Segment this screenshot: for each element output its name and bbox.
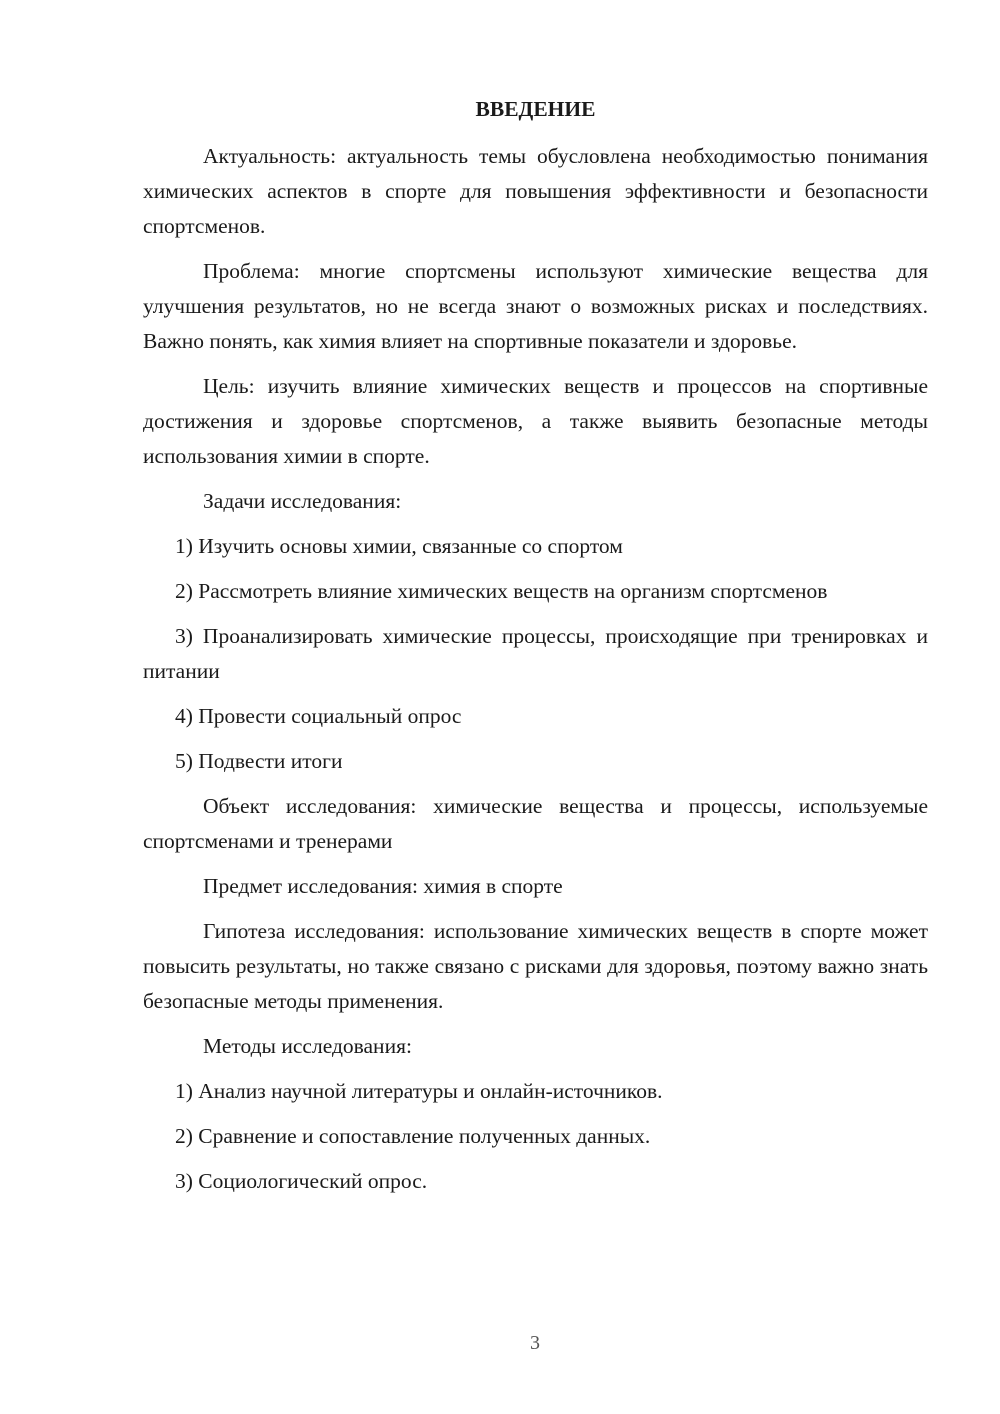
problem-paragraph: Проблема: многие спортсмены используют химические вещества для улучшения результатов, но не всегда знают о возможных рисках и последствиях. Важно понять, как химия влияет на спортивные показатели и здоровье. bbox=[143, 259, 928, 353]
task-item: 4) Провести социальный опрос bbox=[175, 704, 462, 728]
relevance-paragraph: Актуальность: актуальность темы обусловлена необходимостью понимания химических аспектов в спорте для повышения эффективности и безопасности спортсменов. bbox=[143, 144, 928, 238]
task-item: 2) Рассмотреть влияние химических веществ на организм спортсменов bbox=[175, 579, 828, 603]
page-number: 3 bbox=[530, 1332, 540, 1354]
object-paragraph: Объект исследования: химические вещества и процессы, используемые спортсменами и тренерами bbox=[143, 794, 928, 853]
tasks-heading: Задачи исследования: bbox=[203, 489, 402, 513]
method-item: 3) Социологический опрос. bbox=[175, 1169, 428, 1193]
subject-paragraph: Предмет исследования: химия в спорте bbox=[203, 874, 563, 898]
task-item: 1) Изучить основы химии, связанные со спортом bbox=[175, 534, 623, 558]
goal-paragraph: Цель: изучить влияние химических веществ и процессов на спортивные достижения и здоровье спортсменов, а также выявить безопасные методы использования химии в спорте. bbox=[143, 374, 928, 468]
task-item: 5) Подвести итоги bbox=[175, 749, 343, 773]
method-item: 1) Анализ научной литературы и онлайн-источников. bbox=[175, 1079, 663, 1103]
hypothesis-paragraph: Гипотеза исследования: использование химических веществ в спорте может повысить результаты, но также связано с рисками для здоровья, поэтому важно знать безопасные методы применения. bbox=[143, 919, 928, 1013]
section-title: ВВЕДЕНИЕ bbox=[475, 97, 596, 121]
methods-heading: Методы исследования: bbox=[203, 1034, 412, 1058]
task-item: 3) Проанализировать химические процессы, происходящие при тренировках и питании bbox=[143, 624, 928, 683]
document-body bbox=[143, 92, 928, 1209]
method-item: 2) Сравнение и сопоставление полученных данных. bbox=[175, 1124, 651, 1148]
